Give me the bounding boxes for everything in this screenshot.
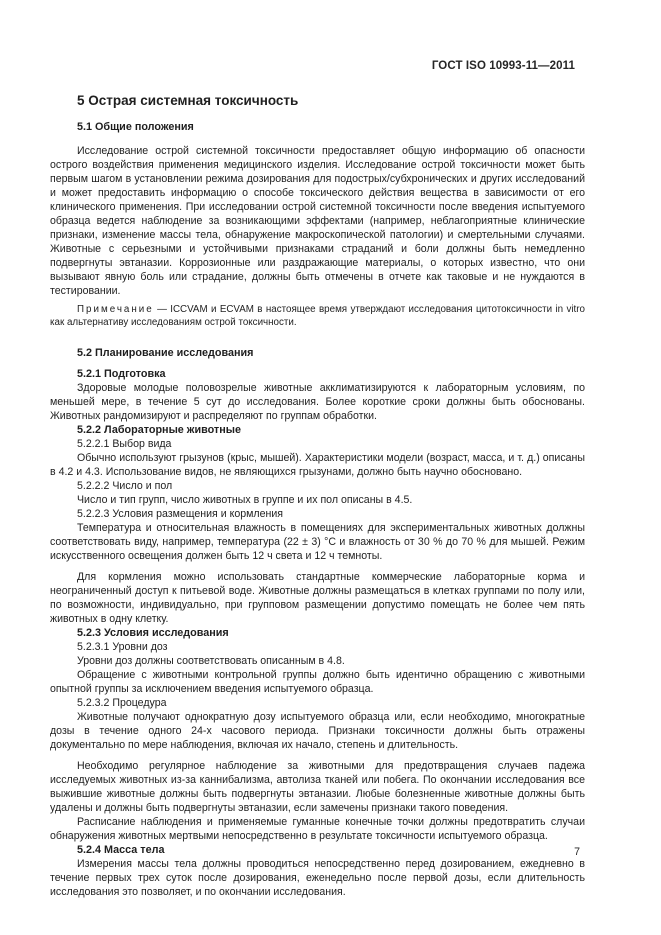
paragraph-5-2-4: Измерения массы тела должны проводиться непосредственно перед дозированием, ежедневно в течение первых трех суток после дозирования, еженедельно после первой дозы, если длительность исследования это позволяет, и по окончании исследования. [50,858,585,898]
note-paragraph [50,303,585,329]
section-title: 5 Острая системная токсичность [77,93,299,108]
subsection-title-5-2-3-2: 5.2.3.2 Процедура [77,697,167,709]
subsection-title-5-2-2-1: 5.2.2.1 Выбор вида [77,438,172,450]
subsection-title-5-2-2-2: 5.2.2.2 Число и пол [77,480,173,492]
subsection-title-5-2: 5.2 Планирование исследования [77,347,254,359]
note-label: Примечание [77,304,154,315]
paragraph-5-2-3-2a: Животные получают однократную дозу испытуемого образца или, если необходимо, многократные дозы в течение одного 24-х часового периода. Признаки токсичности должны быть отражены документально по мере наблюдения, включая их начало, степень и длительность. [50,711,585,751]
paragraph-5-2-3-2b: Необходимо регулярное наблюдение за животными для предотвращения случаев падежа исследуемых животных из-за каннибализма, автолиза тканей или побега. По окончании исследования все выжившие животные должны быть подвергнуты эвтаназии. Любые болезненные животные должны быть удалены и должны быть подвергнуты эвтаназии, если замечены признаки такого поведения. [50,760,585,814]
paragraph-5-2-3-1b: Обращение с животными контрольной группы должно быть идентично обращению с животными опытной группы за исключением введения испытуемого образца. [50,669,585,695]
paragraph-5-2-2-1: Обычно используют грызунов (крыс, мышей). Характеристики модели (возраст, масса, и т. д.) описаны в 4.2 и 4.3. Использование видов, не являющихся грызунами, должно быть научно обосновано. [50,452,585,478]
document-header: ГОСТ ISO 10993-11—2011 [431,60,575,72]
paragraph-5-2-2-2: Число и тип групп, число животных в группе и их пол описаны в 4.5. [77,494,413,506]
paragraph-5-2-1: Здоровые молодые половозрелые животные акклиматизируются к лабораторным условиям, по меньшей мере, в течение 5 сут до исследования. Более короткие сроки должны быть обоснованы. Животных рандомизируют и распределяют по группам обработки. [50,382,585,422]
paragraph-block-5-1 [50,144,585,329]
subsection-title-5-1: 5.1 Общие положения [77,121,194,133]
subsection-title-5-2-2-3: 5.2.2.3 Условия размещения и кормления [77,508,283,520]
subsection-title-5-2-3-1: 5.2.3.1 Уровни доз [77,641,168,653]
subsection-title-5-2-3: 5.2.3 Условия исследования [77,627,229,639]
subsection-title-5-2-4: 5.2.4 Масса тела [77,844,165,856]
paragraph-5-2-3-2c: Расписание наблюдения и применяемые гуманные конечные точки должны предотвратить случаи обнаружения животных мертвыми непосредственно в результате токсичности испытуемого образца. [50,816,585,842]
document-body [50,90,585,899]
page-number: 7 [574,846,580,858]
subsection-title-5-2-2: 5.2.2 Лабораторные животные [77,424,241,436]
paragraph-5-1: Исследование острой системной токсичности предоставляет общую информацию об опасности острого воздействия применения медицинского изделия. Исследование острой токсичности может быть первым шагом в установлении режима дозирования для подострых/субхронических и других исследований и может предоставить информацию о способе токсического действия вещества в зависимости от его клинического применения. При исследовании острой системной токсичности после введения испытуемого образца ведется наблюдение за возникающими эффектами (например, неблагоприятные клинические признаки, изменение массы тела, обнаружение макроскопической патологии) и смертельными случаями. Животные с серьезными и устойчивыми признаками страданий и боли должны быть немедленно подвергнуты эвтаназии. Коррозионные или раздражающие материалы, о которых известно, что они вызывают явную боль или страдание, должны быть отмечены в отчете как таковые и не нуждаются в тестировании. [50,145,585,297]
paragraph-5-2-2-3a: Температура и относительная влажность в помещениях для экспериментальных животных должны соответствовать виду, например, температура (22 ± 3) °С и влажность от 30 % до 70 % для мышей. Режим искусственного освещения должен быть 12 ч света и 12 ч темноты. [50,522,585,562]
paragraph-5-2-3-1a: Уровни доз должны соответствовать описанным в 4.8. [77,655,345,667]
note-text: — ICCVAM и ECVAM в настоящее время утверждают исследования цитотоксичности in vitro как альтернативу исследованиям острой токсичности. [50,304,585,328]
subsection-title-5-2-1: 5.2.1 Подготовка [77,368,166,380]
paragraph-5-2-2-3b: Для кормления можно использовать стандартные коммерческие лабораторные корма и неограниченный доступ к питьевой воде. Животные должны размещаться в клетках группами по полу или, по возможности, индивидуально, при групповом размещении допустимо помещать не более чем пять животных в одну клетку. [50,571,585,625]
